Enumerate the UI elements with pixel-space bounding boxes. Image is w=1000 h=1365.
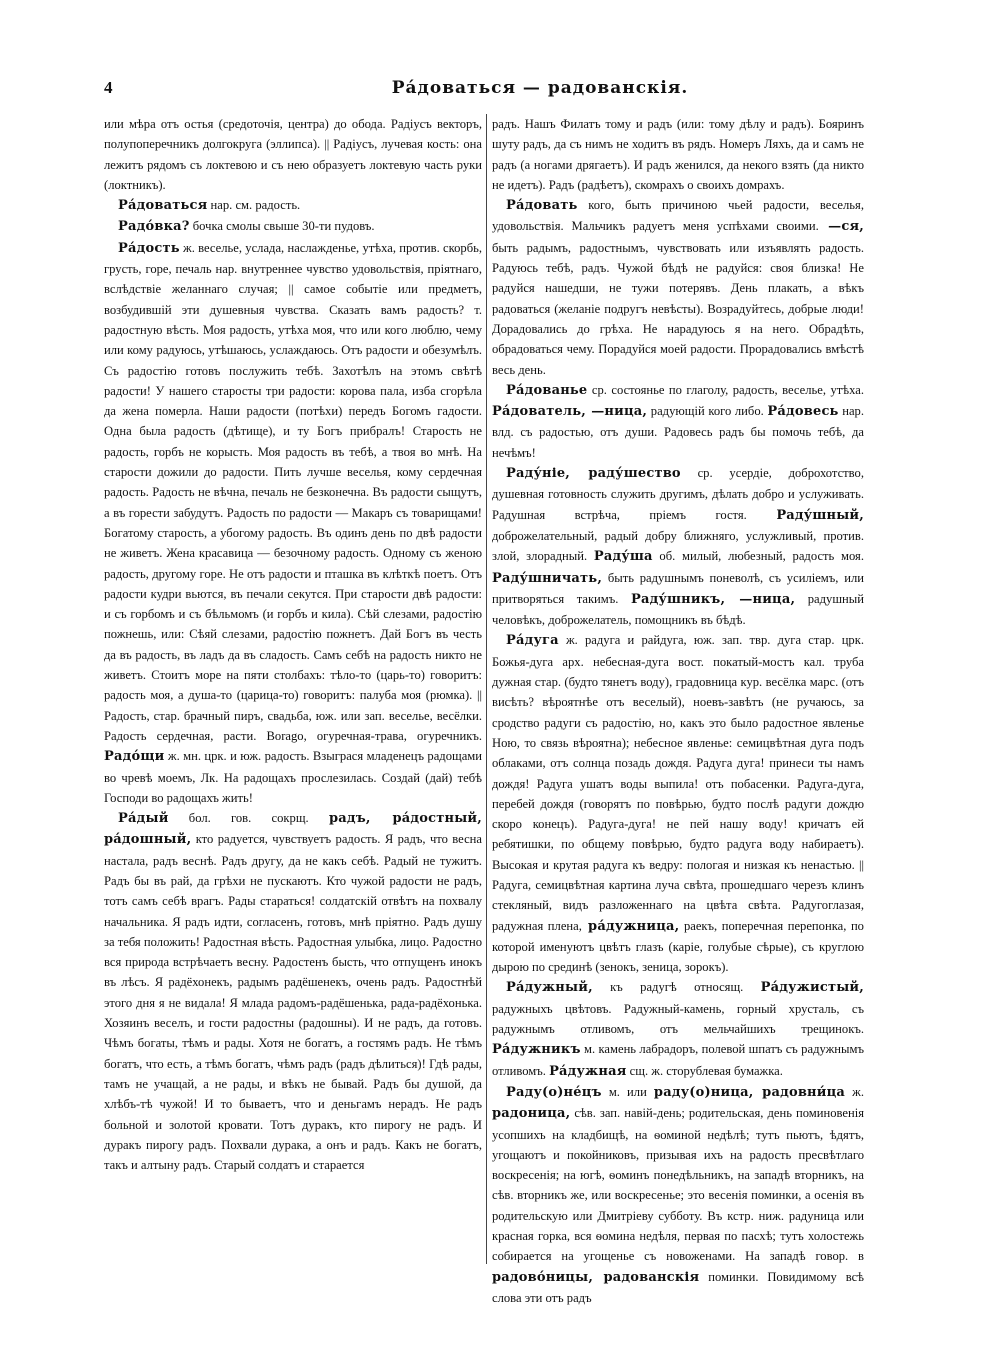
entry-raduzhnyi: Ра́дужный, къ радугѣ относящ. Ра́дужистый, радужныхъ цвѣтовъ. Радужный-камень, горный хрусталь, съ радужнымъ отливомъ, отъ мельчайшихъ трещинокъ. Ра́дужникъ м. камень лабрадоръ, полевой шпатъ съ радужнымъ отливомъ. Ра́дужная сщ. ж. сторублевая бумажка. [492, 980, 864, 1079]
headword: Радо́щи [104, 749, 165, 765]
headword: Ра́дователь, —ница, [492, 404, 648, 420]
headword: Ра́дуга [506, 633, 559, 649]
headword: радоница, [492, 1106, 571, 1122]
entry-radushie: Раду́ніе, раду́шество ср. усердіе, доброхотство, душевная готовность служить другимъ, дѣлать добро и услуживать. Радушная встрѣча, пріемъ гостя. Раду́шный, доброжелательный, радый добру ближняго, услужливый, против. злой, злорадный. Раду́ша об. милый, любезный, радость моя. Раду́шничать, быть радушнымъ поневолѣ, съ усиліемъ, или притворяться такимъ. Раду́шникъ, —ница, радушный человѣкъ, доброжелатель, помощникъ въ бѣдѣ. [492, 466, 864, 628]
headword: Ра́дужная [549, 1063, 627, 1079]
entry-radius-continuation: или мѣра отъ остья (средоточія, центра) до обода. Радіусъ векторъ, полупоперечникъ долгокруга (эллипса). || Радіусъ, лучевая кость: она лежитъ рядомъ съ локтевою и съ нею образуетъ локтевую часть руки (локтникъ). [104, 117, 482, 192]
headword: Ра́довесь [767, 404, 839, 420]
headword: —ся, [818, 219, 864, 235]
headword: Раду́шникъ, —ница, [630, 591, 796, 607]
headword: Ра́дужникъ [492, 1042, 581, 1058]
entry-raduga: Ра́дуга ж. радуга и райдуга, юж. зап. твр. дуга стар. црк. Божья-дуга арх. небесная-дуга вост. покатый-мостъ кал. труба дужная стар. (будто тянетъ воду), градовница кур. весёлка марс. (отъ висѣть? вѣроятнѣе отъ веселый), ноевъ-завѣтъ (не ручаюсь, за сродство радуги съ радостію, но, какъ это было радостное явленье Ною, то связь вѣроятна); небесное явленье: семицвѣтная дуга подъ облаками, отъ солнца позадь дождя. Радуга дуга! принеси ты намъ дождя! Радуга ушатъ воды выпила! отъ побасенки. Радуга-дуга, перебей дождя (говорятъ по повѣрью, будто послѣ радуги дождю скоро конецъ). Радуга-дуга! не пей нашу воду! кричатъ ей ребятишки, по общему повѣрью, будто радуга воду набираетъ). Высокая и крутая радуга къ ведру: пологая и низкая къ ненастью. || Радуга, семицвѣтная картина луча свѣта, прошедшаго черезъ клинъ стекляный, видъ разложеннаго на цвѣта свѣта. Радугоглазая, радужная плена, ра́дужница, раекъ, поперечная перепонка, по которой именуютъ цвѣтъ глазъ (каріе, голубые сѣрые), съ круглою дырою по срединѣ (зенокъ, зеница, зорокъ). [492, 633, 864, 975]
headword: Ра́дость [118, 240, 180, 256]
column-divider [486, 114, 487, 1264]
page-number: 4 [104, 78, 113, 97]
entry-radovanie: Ра́дованье ср. состоянье по глаголу, радость, веселье, утѣха. Ра́дователь, —ница, радующій кого либо. Ра́довесь нар. влд. съ радостью, отъ души. Радовесь радъ бы помочь тебѣ, да нечѣмъ! [492, 382, 864, 460]
running-head: Ра́доваться — радованскія. [391, 78, 689, 98]
headword: Радо́вка? [118, 219, 190, 235]
headword: Ра́дужистый, [760, 980, 864, 996]
headword: радово́ницы, радованскія [492, 1269, 700, 1285]
headword: Ра́доваться [118, 198, 208, 214]
entry-radyi: Ра́дый бол. гов. сокрщ. радъ, ра́достный, ра́дошный, кто радуется, чувствуетъ радость. Я радъ, что весна настала, радъ веснѣ. Радъ другу, да не какъ себѣ. Радый не тужитъ. Радъ бы въ рай, да грѣхи не пускаютъ. Кто чужой радости не радъ, тотъ самъ себѣ врагъ. Рады стараться! солдатскій отвѣтъ на похвалу начальника. Я радъ идти, согласенъ, готовъ, мнѣ пріятно. Радъ душу за тебя положить! Радостная вѣсть. Радостная улыбка, лицо. Радостно вся природа встрѣчаетъ весну. Радостенъ бысть, что отпущенъ инокъ въ лѣсъ. Я радёхонекъ, радымъ радёшенекъ, очень радъ. Радостнѣй этого дня я не видала! Я млада радомъ-радёшенька, рада-радёхонька. Хозяинъ веселъ, и гости радостны (радошны). И не радъ, да готовъ. Чѣмъ богаты, тѣмъ и рады. Хотя не богатъ, а гостямъ радъ. Не тѣмъ богатъ, что есть, а тѣмъ богатъ, чѣмъ радъ (радъ дѣлиться)! Гдѣ рады, тамъ не учащай, а не рады, и вѣкъ не бывай. Радъ бы душой, да хлѣбъ-тѣ чужой! И то бываетъ, что и деньгамъ нерадъ. Не радъ больной и золотой кровати. Тотъ дуракъ, кто пирогу не радъ. И дуракъ пирогу радъ. Похвали дурака, а онъ и радъ. Какъ не богатъ, такъ и алтыну радъ. Старый солдатъ и старается [104, 811, 482, 1173]
right-column [492, 114, 864, 1305]
headword: Ра́дый [118, 811, 169, 827]
headword: раду(о)ница, радовни́ца [653, 1084, 846, 1100]
headword: ра́дужница, [581, 918, 680, 934]
entry-radovatsya: Ра́доваться нар. см. радость. [118, 198, 301, 214]
entry-radunets: Раду(о)не́цъ м. или раду(о)ница, радовни́ца ж. радоница, сѣв. зап. навій-день; родительская, день поминовенія усопшихъ на кладбищѣ, на ѳоминой недѣлѣ; тутъ пьютъ, ѣдятъ, угощаютъ и покойниковъ, призывая ихъ на радость пресвѣтлаго воскресенія; на югѣ, ѳоминъ понедѣльникъ, на западѣ вторникъ, на сѣв. вторникъ же, или воскресенье; это весенія поминки, а осенія въ родительскую или Дмитріеву субботу. Въ кстр. ниж. радуница или красная горка, вся ѳомина недѣля, первая по пасхѣ; тутъ холостежь собирается на угощенье съ новоженами. На западѣ говор. в радово́ницы, радованскія поминки. Повидимому всѣ слова эти отъ радъ [492, 1084, 864, 1305]
entry-radyi-continuation: радъ. Нашъ Филатъ тому и радъ (или: тому дѣлу и радъ). Бояринъ шуту радъ, да съ нимъ не ходитъ въ рядъ. Номеръ Ляхъ, да и самъ не радъ (а ногами дрягаетъ). И радъ женился, да некого взять (да никто не идетъ). Радъ (радѣетъ), скомрахъ о своихъ домрахъ. [492, 117, 864, 192]
headword: радъ, ра́достный, ра́дошный, [104, 811, 482, 848]
left-column [104, 114, 482, 1264]
headword: Раду́шный, [776, 507, 864, 523]
entry-radovka: Радо́вка? бочка смолы свыше 30-ти пудовъ. [118, 219, 375, 235]
headword: Раду́ніе, раду́шество [506, 466, 681, 482]
entry-radovat: Ра́довать кого, быть причиною чьей радости, веселья, удовольствія. Мальчикъ радуетъ меня успѣхами своими. —ся, быть радымъ, радостнымъ, чувствовать или изъявлять радость. Радуюсь тебѣ, радъ. Чужой бѣдѣ не радуйся: своя близка! Не радуйся нашедши, не тужи потерявъ. День плакать, а вѣкъ радоваться (желаніе подругъ невѣсты). Возрадуйтесь, добрые люди! Дорадовались до грѣха. Не нарадуюсь я на него. Обрадѣть, обрадоваться чему. Порадуйся моей радости. Прорадовались вмѣстѣ весь день. [492, 198, 864, 377]
headword: Ра́дужный, [506, 980, 593, 996]
headword: Раду(о)не́цъ [506, 1084, 602, 1100]
entry-radost: Ра́дость ж. веселье, услада, наслажденье, утѣха, против. скорбь, грусть, горе, печаль нар. внутреннее чувство удовольствія, пріятнаго, вслѣдствіе желаннаго случая; || самое событіе или предметъ, возбудившій эти душевныя чувства. Сказать вамъ радость? т. радостную вѣсть. Моя радость, утѣха моя, что или кого люблю, чему или кому радуюсь, утѣшаюсь, услаждаюсь. Отъ радости и обезумѣлъ. Съ радостію готовъ послужить тебѣ. Захотѣлъ на этомъ свѣтѣ радости! У нашего старосты три радости: корова пала, изба сгорѣла да жена померла. Наши радости (потѣхи) передъ Богомъ гадости. Одна была радость (дѣтище), и ту Богъ прибралъ! Старость не радость, горбъ не корысть. Моя радость въ тебѣ, а твоя во мнѣ. На старости дожили до радости. Пить лучше веселья, кому сердечная радость. Радость не вѣчна, печаль не безконечна. Въ радости сыщутъ, а въ горести забудутъ. Радость по радости — Макаръ съ товарищами! Богатому старость, а убогому радость. Въ одинъ день по двѣ радости не живетъ. Жена красавица — безочному радость. Одному съ женою радость, другому горе. Не отъ радости и пташка въ клѣткѣ поетъ. Отъ радости кудри вьются, въ печали секутся. При старости двѣ радости: и съ горбомъ и съ бѣльмомъ (и горбъ и кила). Сѣй слезами, радостію пожнешь, или: Сѣяй слезами, радостію пожнетъ. Дай Богъ въ честь да въ радость, въ ладъ да въ сладость. Самъ себѣ на радость никто не живетъ. Стоитъ море на пяти столбахъ: тѣло-то (царь-то) говоритъ: радость моя, а душа-то (царица-то) говоритъ: палуба моя (рюмка). || Радость, стар. брачный пиръ, свадьба, юж. или зап. веселье, весёлки. Радость сердечная, расти. Borago, огуречная-трава, огуречникъ. Радо́щи ж. мн. црк. и юж. радость. Взыграся младенецъ радощами во чревѣ моемъ, Лк. На радощахъ прослезилась. Создай (дай) тебѣ Господи во радощахъ жить! [104, 240, 482, 805]
headword: Ра́довать [506, 198, 578, 214]
headword: Ра́дованье [506, 382, 588, 398]
headword: Раду́шничать, [492, 570, 603, 586]
headword: Раду́ша [593, 549, 653, 565]
